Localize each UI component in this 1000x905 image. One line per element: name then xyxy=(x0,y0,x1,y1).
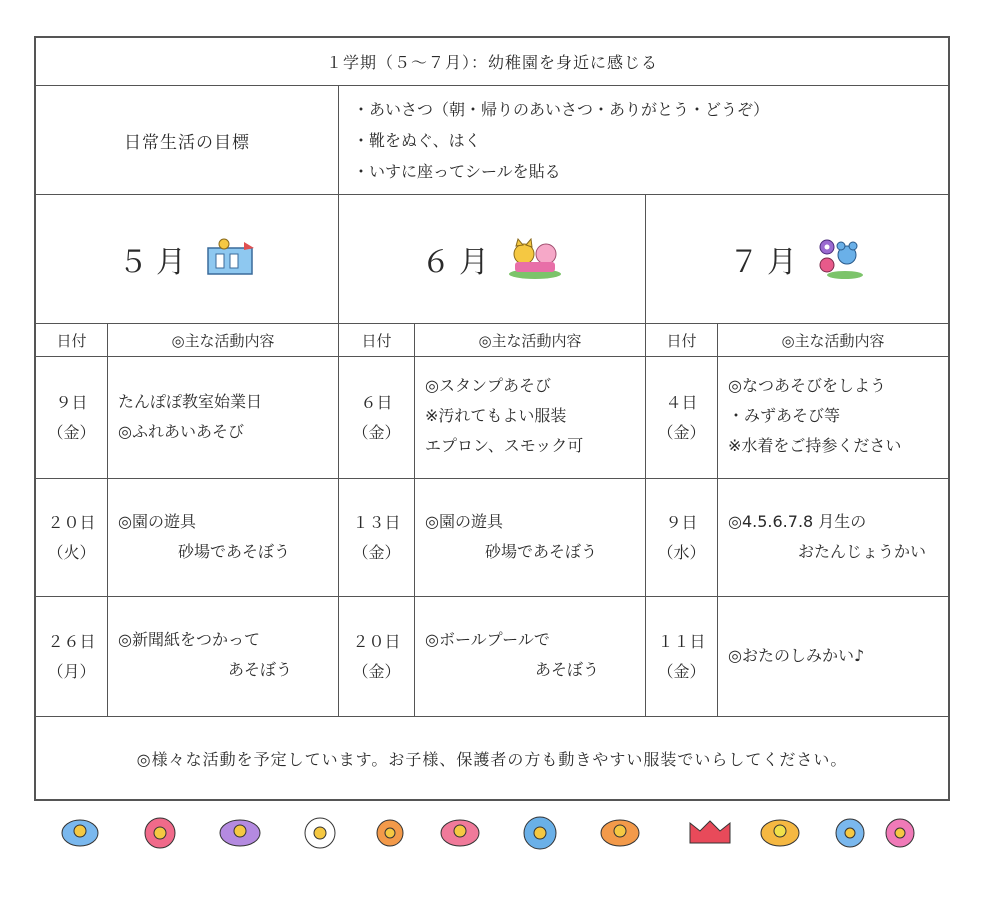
activity-line: 砂場であそぼう xyxy=(178,542,291,561)
date-cell xyxy=(36,479,108,596)
goal-item: ・靴をぬぐ、はく xyxy=(353,131,481,150)
activity-header: ◎主な活動内容 xyxy=(108,324,339,356)
activity-cell xyxy=(108,597,339,716)
schedule-row xyxy=(36,479,948,597)
activity-line: 砂場であそぼう xyxy=(485,542,598,561)
day: １３日 xyxy=(352,512,401,532)
activity-line: ◎ボールプールで xyxy=(425,630,550,649)
activity-line: おたんじょうかい xyxy=(798,542,927,561)
page-title: １学期（５〜７月）：幼稚園を身近に感じる xyxy=(325,53,658,72)
activity-line: たんぽぽ教室始業日 xyxy=(118,392,263,411)
goals-label-cell xyxy=(36,86,339,194)
activity-header: ◎主な活動内容 xyxy=(781,331,885,350)
goal-item: ・いすに座ってシールを貼る xyxy=(353,162,561,181)
carp-streamer-icon xyxy=(204,238,256,280)
goals-row xyxy=(36,86,948,195)
activity-cell xyxy=(415,357,646,478)
activity-cell xyxy=(108,357,339,478)
day: ９日 xyxy=(55,392,88,412)
day: ２０日 xyxy=(352,631,401,651)
goals-list xyxy=(339,86,948,194)
month-cell-july xyxy=(646,195,948,323)
day: ２０日 xyxy=(47,512,96,532)
weekday: （水） xyxy=(657,542,706,562)
weekday: （金） xyxy=(352,661,401,681)
column-header-row xyxy=(36,324,948,357)
date-header: 日付 xyxy=(339,324,415,356)
month-cell-may xyxy=(36,195,339,323)
activity-line: ◎4.5.6.7.8 月生の xyxy=(728,512,867,531)
date-cell xyxy=(646,597,718,716)
activity-line: ◎園の遊具 xyxy=(425,512,503,531)
activity-cell xyxy=(415,597,646,716)
weekday: （金） xyxy=(352,422,401,442)
activity-line: あそぼう xyxy=(228,660,293,679)
activity-line: エプロン、スモック可 xyxy=(425,436,584,455)
activity-line: あそぼう xyxy=(535,660,600,679)
weekday: （金） xyxy=(657,422,706,442)
month-label: ５月 xyxy=(118,245,194,280)
weekday: （火） xyxy=(47,542,96,562)
date-header: 日付 xyxy=(646,324,718,356)
title-row xyxy=(36,38,948,86)
date-cell xyxy=(646,479,718,596)
activity-header: ◎主な活動内容 xyxy=(415,324,646,356)
activity-cell xyxy=(718,479,948,596)
footer-row xyxy=(36,717,948,799)
date-cell xyxy=(646,357,718,478)
activity-line: ◎スタンプあそび xyxy=(425,376,551,395)
weekday: （金） xyxy=(47,422,96,442)
schedule-row xyxy=(36,597,948,717)
month-cell-june xyxy=(339,195,646,323)
activity-line: ◎なつあそびをしよう xyxy=(728,376,886,395)
goal-item: ・あいさつ（朝・帰りのあいさつ・ありがとう・どうぞ） xyxy=(353,100,770,119)
activity-line: ◎新聞紙をつかって xyxy=(118,630,260,649)
date-cell xyxy=(339,357,415,478)
activity-line: ◎おたのしみかい♪ xyxy=(728,646,865,665)
activity-cell xyxy=(718,597,948,716)
month-row xyxy=(36,195,948,324)
cat-and-pig-icon xyxy=(507,238,563,280)
weekday: （金） xyxy=(352,542,401,562)
weekday: （金） xyxy=(657,661,706,681)
activity-cell xyxy=(108,479,339,596)
weekday: （月） xyxy=(47,661,96,681)
month-label: ６月 xyxy=(421,245,497,280)
schedule-sheet xyxy=(34,36,950,801)
footer-note: ◎様々な活動を予定しています。お子様、保護者の方も動きやすい服装でいらしてください。 xyxy=(136,749,848,769)
schedule-row xyxy=(36,357,948,479)
date-cell xyxy=(36,597,108,716)
mouse-and-flowers-icon xyxy=(815,237,865,281)
activity-line: ◎ふれあいあそび xyxy=(118,422,244,441)
day: １１日 xyxy=(657,631,706,651)
activity-cell xyxy=(415,479,646,596)
goals-label: 日常生活の目標 xyxy=(124,132,250,153)
activity-line: ・みずあそび等 xyxy=(728,406,841,425)
activity-line: ◎園の遊具 xyxy=(118,512,196,531)
activity-line: ※水着をご持参ください xyxy=(728,436,902,455)
date-header: 日付 xyxy=(36,324,108,356)
date-cell xyxy=(36,357,108,478)
date-cell xyxy=(339,597,415,716)
day: ６日 xyxy=(360,392,393,412)
activity-cell xyxy=(718,357,948,478)
day: ２６日 xyxy=(47,631,96,651)
flower-icon xyxy=(62,817,914,849)
month-label: ７月 xyxy=(729,245,805,280)
flower-border-icon xyxy=(60,813,920,853)
day: ９日 xyxy=(665,512,698,532)
date-cell xyxy=(339,479,415,596)
day: ４日 xyxy=(665,392,698,412)
activity-line: ※汚れてもよい服装 xyxy=(425,406,567,425)
